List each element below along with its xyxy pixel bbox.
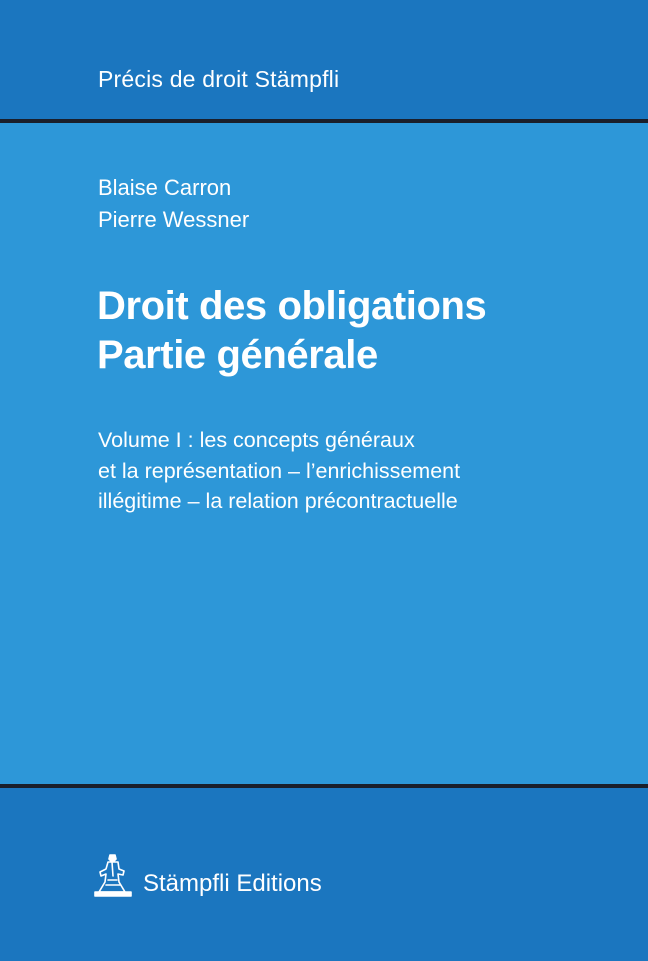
- title-line: Droit des obligations: [97, 284, 487, 328]
- book-subtitle: [98, 425, 460, 517]
- publisher: [90, 852, 322, 898]
- book-title: [97, 282, 486, 380]
- series-title: Précis de droit Stämpfli: [98, 66, 340, 92]
- author-name: Blaise Carron: [98, 175, 232, 200]
- subtitle-line: et la représentation – l’enrichissement: [98, 458, 461, 483]
- authors: [98, 172, 249, 236]
- author-name: Pierre Wessner: [98, 207, 250, 232]
- top-band: [0, 0, 648, 119]
- top-divider: [0, 119, 648, 123]
- publisher-name: Stämpfli Editions: [143, 870, 322, 897]
- subtitle-line: Volume I : les concepts généraux: [98, 428, 415, 452]
- statue-logo-icon: [90, 852, 136, 898]
- title-line: Partie générale: [97, 333, 378, 377]
- subtitle-line: illégitime – la relation précontractuelle: [98, 489, 458, 513]
